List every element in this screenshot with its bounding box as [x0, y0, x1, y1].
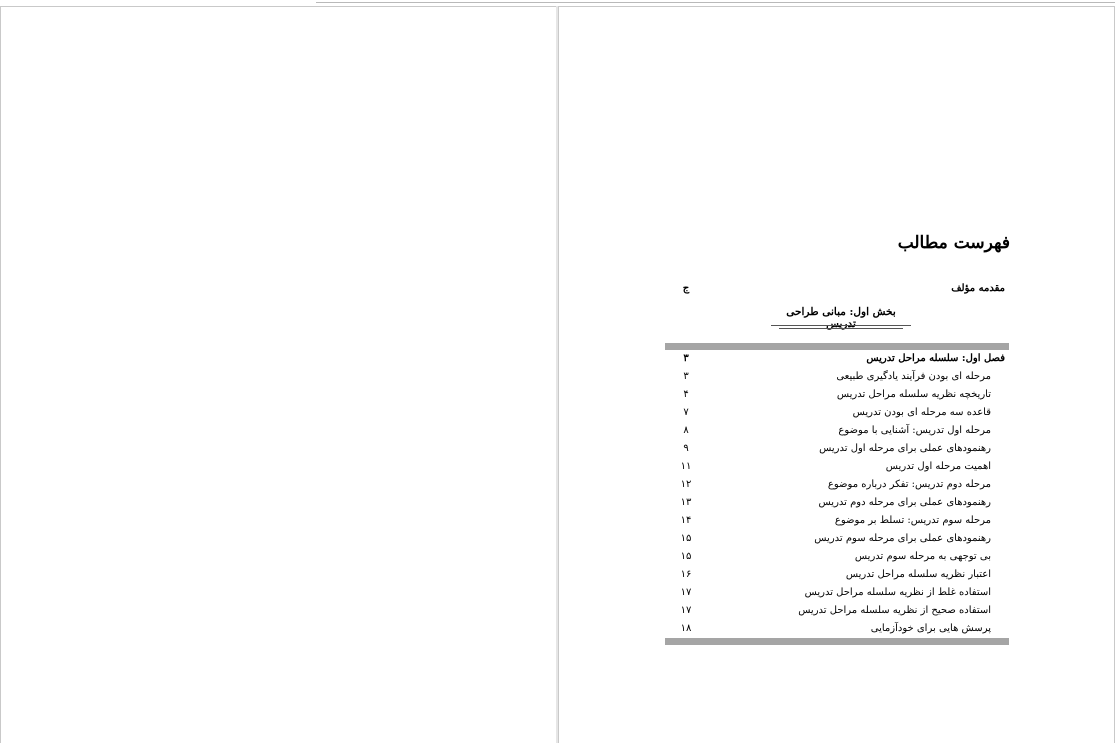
part-underline — [771, 325, 911, 326]
toc-intro-label: مقدمه مؤلف — [951, 283, 1005, 294]
toc-item-label: رهنمودهای عملی برای مرحله سوم تدریس — [814, 533, 991, 544]
toc-chapter-page: ۳ — [683, 353, 689, 364]
toc-item-page: ۱۴ — [680, 515, 692, 526]
toc-item-row[interactable] — [680, 405, 1005, 421]
toc-intro-row[interactable] — [680, 281, 1005, 297]
toc-item-row[interactable] — [680, 585, 1005, 601]
toc-item-page: ۱۳ — [680, 497, 692, 508]
toc-item-label: استفاده صحیح از نظریه سلسله مراحل تدریس — [798, 605, 991, 616]
toc-part-heading: بخش اول: مبانی طراحی تدریس — [786, 306, 896, 330]
toc-item-page: ۱۷ — [680, 605, 692, 616]
toc-item-label: استفاده غلط از نظریه سلسله مراحل تدریس — [804, 587, 991, 598]
toc-item-label: مرحله ای بودن فرآیند یادگیری طبیعی — [836, 371, 991, 382]
toc-intro-page: ج — [682, 283, 690, 294]
toc-item-row[interactable] — [680, 495, 1005, 511]
toc-item-row[interactable] — [680, 441, 1005, 457]
toc-item-row[interactable] — [680, 531, 1005, 547]
toc-item-label: رهنمودهای عملی برای مرحله دوم تدریس — [818, 497, 991, 508]
toc-item-row[interactable] — [680, 603, 1005, 619]
toc-item-page: ۱۵ — [680, 551, 692, 562]
part-underline-second — [779, 328, 903, 329]
toc-item-page: ۱۲ — [680, 479, 692, 490]
toc-item-page: ۴ — [683, 389, 689, 400]
toc-title: فهرست مطالب — [897, 233, 1010, 253]
toc-item-label: اعتبار نظریه سلسله مراحل تدریس — [845, 569, 991, 580]
toc-chapter-row[interactable] — [680, 351, 1005, 367]
toc-item-row[interactable] — [680, 549, 1005, 565]
toc-item-page: ۱۶ — [680, 569, 692, 580]
toc-item-page: ۷ — [683, 407, 689, 418]
toc-item-row[interactable] — [680, 477, 1005, 493]
toc-item-label: پرسش هایی برای خودآزمایی — [870, 623, 991, 634]
toc-item-page: ۱۱ — [680, 461, 692, 472]
viewer-top-border — [316, 0, 1115, 3]
toc-item-page: ۱۵ — [680, 533, 692, 544]
toc-item-page: ۹ — [683, 443, 689, 454]
toc-item-row[interactable] — [680, 567, 1005, 583]
toc-item-label: رهنمودهای عملی برای مرحله اول تدریس — [819, 443, 991, 454]
toc-chapter-label: فصل اول: سلسله مراحل تدریس — [866, 353, 1005, 364]
toc-item-page: ۱۸ — [680, 623, 692, 634]
toc-item-row[interactable] — [680, 369, 1005, 385]
toc-item-row[interactable] — [680, 423, 1005, 439]
toc-item-label: مرحله دوم تدریس: تفکر درباره موضوع — [827, 479, 991, 490]
toc-item-label: قاعده سه مرحله ای بودن تدریس — [852, 407, 991, 418]
toc-item-label: اهمیت مرحله اول تدریس — [885, 461, 991, 472]
toc-item-row[interactable] — [680, 621, 1005, 637]
toc-item-label: مرحله سوم تدریس: تسلط بر موضوع — [834, 515, 991, 526]
toc-item-label: مرحله اول تدریس: آشنایی با موضوع — [838, 425, 991, 436]
toc-item-label: بی توجهی به مرحله سوم تدریس — [854, 551, 991, 562]
toc-item-label: تاریخچه نظریه سلسله مراحل تدریس — [836, 389, 991, 400]
toc-item-page: ۳ — [683, 371, 689, 382]
toc-item-page: ۸ — [683, 425, 689, 436]
toc-item-page: ۱۷ — [680, 587, 692, 598]
chapter-top-rule — [665, 343, 1009, 350]
toc-item-row[interactable] — [680, 459, 1005, 475]
document-page-left — [0, 6, 557, 743]
chapter-bottom-rule — [665, 638, 1009, 645]
toc-item-row[interactable] — [680, 387, 1005, 403]
toc-item-row[interactable] — [680, 513, 1005, 529]
